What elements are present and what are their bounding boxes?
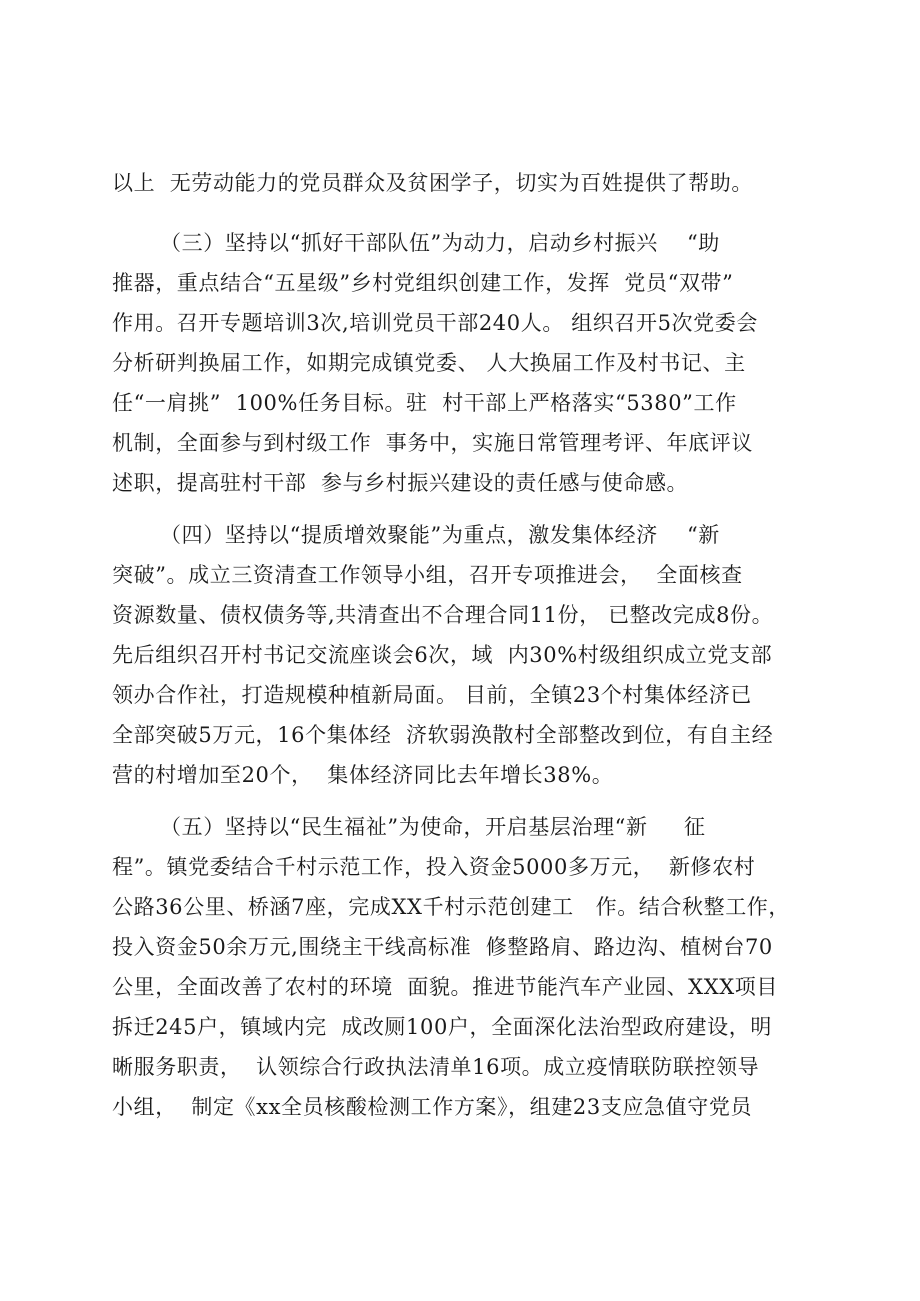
paragraph-line: 程”。镇党委结合千村示范工作，投入资金5000多万元， 新修农村 — [112, 855, 756, 879]
paragraph-line: 公路36公里、桥涵7座，完成XX千村示范创建工 作。结合秋整工作， — [112, 895, 791, 919]
paragraph-line: 述职，提高驻村干部 参与乡村振兴建设的责任感与使命感。 — [112, 471, 689, 495]
paragraph-line: （三）坚持以“抓好干部队伍”为动力，启动乡村振兴 “助 — [160, 231, 720, 255]
paragraph-line: 突破”。成立三资清查工作领导小组，召开专项推进会， 全面核查 — [112, 563, 743, 587]
paragraph-line: （五）坚持以“民生福祉”为使命，开启基层治理“新 征 — [160, 815, 706, 839]
paragraph-line: 分析研判换届工作，如期完成镇党委、 人大换届工作及村书记、主 — [112, 351, 746, 375]
paragraph-line: 拆迁245户，镇域内完 成改厕100户，全面深化法治型政府建设，明 — [112, 1015, 772, 1039]
paragraph-line: 公里，全面改善了农村的环境 面貌。推进节能汽车产业园、XXX项目 — [112, 975, 778, 999]
paragraph-line: 以上 无劳动能力的党员群众及贫困学子，切实为百姓提供了帮助。 — [112, 171, 753, 195]
paragraph-line: 资源数量、债权债务等,共清查出不合理合同11份， 已整改完成8份。 — [112, 603, 774, 627]
paragraph-line: 领办合作社，打造规模种植新局面。 目前，全镇23个村集体经济已 — [112, 683, 752, 707]
paragraph-line: 先后组织召开村书记交流座谈会6次，域 内30%村级组织成立党支部 — [112, 643, 773, 667]
paragraph-line: 营的村增加至20个， 集体经济同比去年增长38%。 — [112, 763, 614, 787]
paragraph-line: 晰服务职责， 认领综合行政执法清单16项。成立疫情联防联控领导 — [112, 1055, 760, 1079]
paragraph-line: 推器，重点结合“五星级”乡村党组织创建工作，发挥 党员“双带” — [112, 271, 734, 295]
paragraph-line: 小组， 制定《xx全员核酸检测工作方案》，组建23支应急值守党员 — [112, 1095, 753, 1119]
paragraph-line: 机制，全面参与到村级工作 事务中，实施日常管理考评、年底评议 — [112, 431, 753, 455]
paragraph-line: 任“一肩挑” 100%任务目标。驻 村干部上严格落实“5380”工作 — [112, 391, 737, 415]
paragraph-line: 作用。召开专题培训3次,培训党员干部240人。 组织召开5次党委会 — [112, 311, 758, 335]
paragraph-line: 全部突破5万元，16个集体经 济软弱涣散村全部整改到位，有自主经 — [112, 723, 774, 747]
paragraph-line: 投入资金50余万元,围绕主干线高标准 修整路肩、路边沟、植树台70 — [112, 935, 773, 959]
paragraph-line: （四）坚持以“提质增效聚能”为重点，激发集体经济 “新 — [160, 523, 720, 547]
